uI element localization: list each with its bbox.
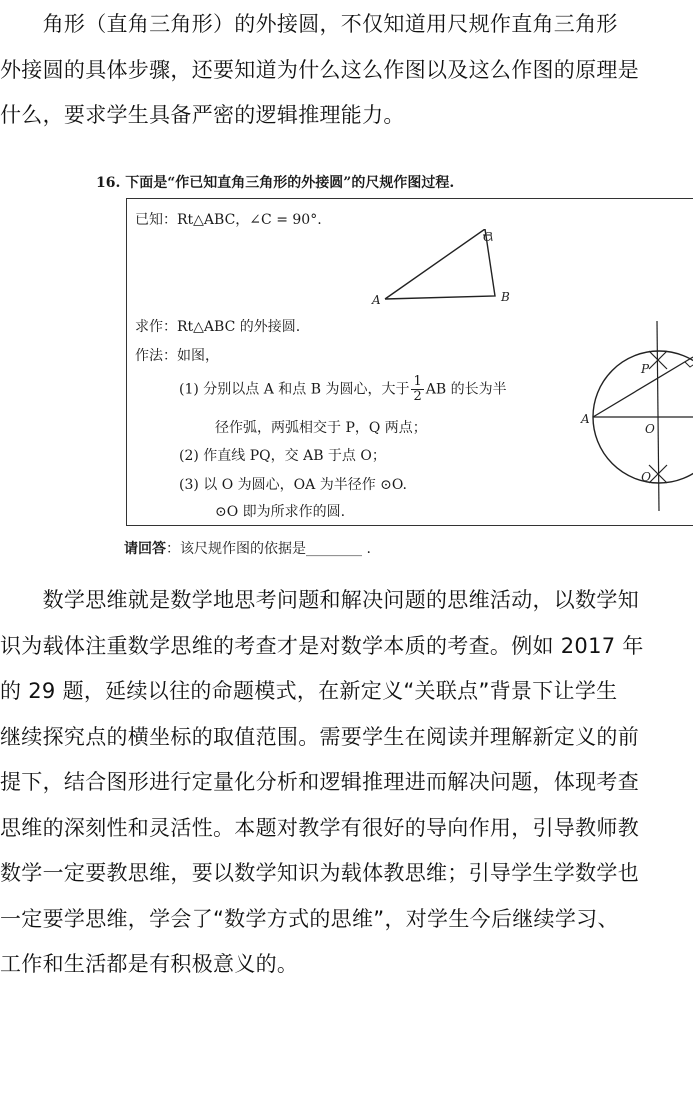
text-line: 工作和生活都是有积极意义的。 <box>0 952 299 976</box>
question-title: 16. 下面是“作已知直角三角形的外接圆”的尺规作图过程. <box>96 175 455 191</box>
triangle-label-a: A <box>372 293 381 307</box>
step-1-pre: (1) 分别以点 A 和点 B 为圆心，大于 <box>179 381 410 398</box>
triangle-figure <box>367 229 537 329</box>
answer-blank: ：该尺规作图的依据是________ . <box>166 541 371 557</box>
text-line: 思维的深刻性和灵活性。本题对教学有很好的导向作用，引导教师教 <box>0 815 639 840</box>
text-line: 一定要学思维，学会了“数学方式的思维”，对学生今后继续学习、 <box>0 906 619 931</box>
main-paragraph <box>0 578 693 988</box>
step-1-line-2: 径作弧，两弧相交于 P，Q 两点； <box>215 420 427 436</box>
text-line: 什么，要求学生具备严密的逻辑推理能力。 <box>0 103 405 127</box>
text-line: 识为载体注重数学思维的考查才是对数学本质的考查。例如 2017 年 <box>0 633 644 658</box>
text-line: 继续探究点的横坐标的取值范围。需要学生在阅读并理解新定义的前 <box>0 724 639 749</box>
fraction-denominator: 2 <box>413 389 422 404</box>
given-statement: 已知：Rt△ABC，∠C = 90°. <box>135 212 322 228</box>
circle-label-q: Q <box>641 470 651 484</box>
text-line: 提下，结合图形进行定量化分析和逻辑推理进而解决问题，体现考查 <box>0 770 639 794</box>
answer-prompt <box>124 538 371 558</box>
method-heading: 作法：如图， <box>135 348 219 364</box>
text-line: 外接圆的具体步骤，还要知道为什么这么作图以及这么作图的原理是 <box>0 57 639 82</box>
conclusion: ⊙O 即为所求作的圆. <box>215 504 346 520</box>
circle-label-o: O <box>645 422 655 436</box>
triangle-label-c: C <box>483 230 493 244</box>
fraction-numerator: 1 <box>413 374 422 389</box>
triangle-label-b: B <box>501 290 510 304</box>
circle-label-a: A <box>581 412 590 426</box>
answer-label: 请回答 <box>124 541 166 557</box>
circumcircle-figure <box>557 321 693 516</box>
step-3: (3) 以 O 为圆心，OA 为半径作 ⊙O. <box>179 477 407 493</box>
step-1-post: AB 的长为半 <box>425 381 507 398</box>
find-statement: 求作：Rt△ABC 的外接圆. <box>135 319 301 335</box>
intro-paragraph <box>0 2 693 139</box>
fraction-half <box>411 375 423 404</box>
text-line: 数学一定要教思维，要以数学知识为载体教思维；引导学生学数学也 <box>0 861 639 885</box>
step-2: (2) 作直线 PQ，交 AB 于点 O； <box>179 448 386 464</box>
text-line: 数学思维就是数学地思考问题和解决问题的思维活动，以数学知 <box>0 588 639 612</box>
question-box <box>126 198 693 526</box>
text-line: 的 29 题，延续以往的命题模式，在新定义“关联点”背景下让学生 <box>0 679 618 703</box>
step-1-line-1 <box>179 375 507 404</box>
circle-label-p: P <box>641 362 650 376</box>
text-line: 角形（直角三角形）的外接圆，不仅知道用尺规作直角三角形 <box>0 12 618 36</box>
